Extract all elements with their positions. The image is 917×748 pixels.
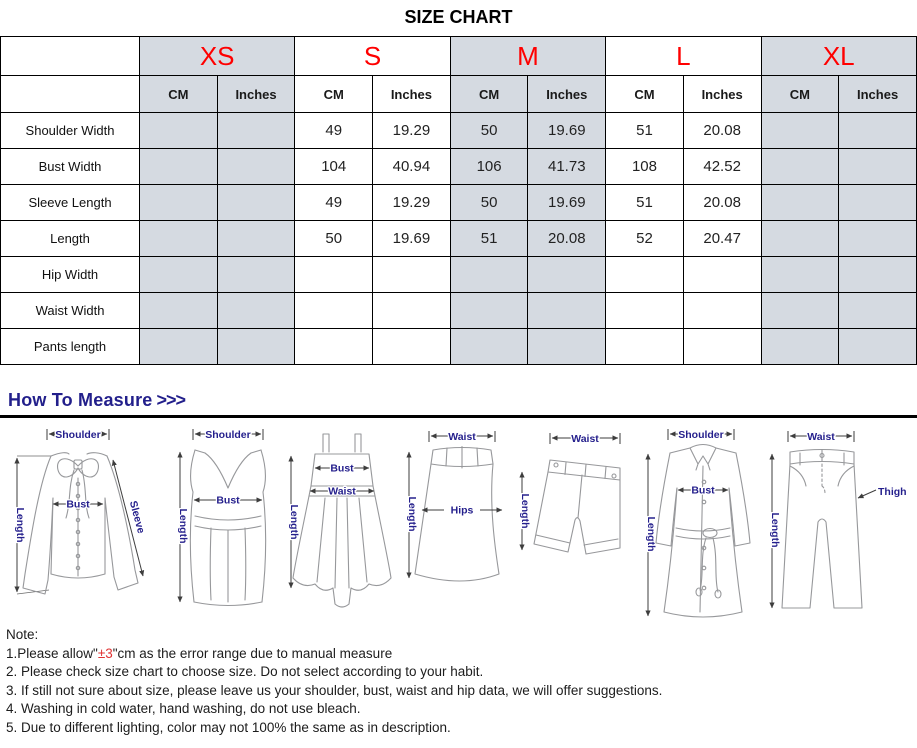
size-cell: 50 [450, 113, 528, 149]
table-row [1, 185, 917, 221]
pants-outline [782, 450, 862, 609]
unit-header: Inches [528, 76, 606, 113]
table-row [1, 329, 917, 365]
thigh-dimension [858, 490, 876, 498]
size-cell: 20.08 [683, 113, 761, 149]
size-cell [295, 257, 373, 293]
size-cell [217, 185, 295, 221]
dress-outline [293, 434, 391, 607]
corner-cell [1, 37, 140, 76]
size-cell [761, 221, 839, 257]
measure-label-length: Length [768, 512, 781, 548]
size-cell: 19.29 [373, 185, 451, 221]
measurement-figures [0, 418, 917, 622]
note-1-text-end: "cm as the error range due to manual measure [112, 645, 393, 661]
size-cell [140, 113, 218, 149]
size-cell [839, 185, 917, 221]
corner-cell [1, 76, 140, 113]
measure-label-bust: Bust [66, 498, 90, 511]
size-cell [606, 329, 684, 365]
size-cell: 49 [295, 113, 373, 149]
size-cell [839, 113, 917, 149]
unit-header: CM [450, 76, 528, 113]
blouse-outline [23, 453, 138, 594]
measure-label-hips: Hips [451, 504, 474, 517]
row-label: Shoulder Width [1, 113, 140, 149]
size-cell [683, 329, 761, 365]
figure-tank-top [171, 426, 281, 626]
size-cell [839, 149, 917, 185]
size-cell [839, 221, 917, 257]
size-cell [761, 257, 839, 293]
size-cell: 50 [295, 221, 373, 257]
size-cell [217, 257, 295, 293]
size-cell: 42.52 [683, 149, 761, 185]
measure-label-thigh: Thigh [877, 486, 907, 498]
size-cell [528, 257, 606, 293]
notes-heading: Note: [6, 627, 39, 642]
table-row [1, 149, 917, 185]
tank-top-outline [190, 450, 265, 606]
size-cell [217, 293, 295, 329]
size-cell [217, 221, 295, 257]
note-5: 5. Due to different lighting, color may not 100% the same as in description. [6, 719, 451, 735]
row-label: Waist Width [1, 293, 140, 329]
size-cell [373, 329, 451, 365]
row-label: Length [1, 221, 140, 257]
figure-coat [638, 426, 762, 626]
size-cell [606, 257, 684, 293]
measure-label-bust: Bust [691, 484, 715, 497]
measure-label-bust: Bust [330, 462, 354, 475]
notes-section [6, 626, 917, 737]
size-cell [761, 113, 839, 149]
size-cell [450, 257, 528, 293]
measure-label-length: Length [644, 516, 657, 552]
size-cell [295, 293, 373, 329]
figure-shorts [514, 426, 636, 626]
size-cell: 40.94 [373, 149, 451, 185]
size-cell [373, 293, 451, 329]
size-cell [140, 257, 218, 293]
size-cell [528, 293, 606, 329]
size-table [0, 36, 917, 365]
size-cell [140, 329, 218, 365]
size-cell: 19.29 [373, 113, 451, 149]
size-cell [683, 257, 761, 293]
size-cell: 50 [450, 185, 528, 221]
note-4: 4. Washing in cold water, hand washing, do not use bleach. [6, 701, 361, 716]
size-cell: 51 [450, 221, 528, 257]
size-cell [373, 257, 451, 293]
measure-label-length: Length [518, 493, 531, 529]
unit-header: CM [295, 76, 373, 113]
triple-chevron-icon: >>> [156, 390, 186, 410]
size-cell: 49 [295, 185, 373, 221]
size-header-xl: XL [761, 37, 917, 76]
unit-header: Inches [373, 76, 451, 113]
measure-label-length: Length [177, 508, 190, 544]
size-cell [295, 329, 373, 365]
shorts-outline [534, 460, 620, 554]
size-cell [606, 293, 684, 329]
size-cell [839, 293, 917, 329]
row-label: Sleeve Length [1, 185, 140, 221]
size-cell [761, 329, 839, 365]
unit-header: CM [606, 76, 684, 113]
size-cell [217, 149, 295, 185]
size-cell [450, 329, 528, 365]
size-cell [761, 149, 839, 185]
unit-header-row [1, 76, 917, 113]
how-to-measure-heading [8, 390, 917, 411]
table-row [1, 293, 917, 329]
measure-label-length: Length [14, 507, 26, 543]
size-header-row [1, 37, 917, 76]
measure-label-waist: Waist [448, 431, 477, 443]
size-cell [528, 329, 606, 365]
row-label: Pants length [1, 329, 140, 365]
table-row [1, 257, 917, 293]
measure-label-waist: Waist [328, 485, 357, 498]
size-cell: 108 [606, 149, 684, 185]
measure-label-waist: Waist [570, 433, 599, 445]
note-1-text: 1.Please allow" [6, 645, 98, 661]
measure-label-shoulder: Shoulder [55, 429, 101, 441]
size-cell: 51 [606, 113, 684, 149]
note-1 [6, 645, 917, 664]
note-1-error-range: ±3 [97, 645, 113, 661]
size-cell [683, 293, 761, 329]
unit-header: Inches [839, 76, 917, 113]
measure-label-length: Length [288, 504, 301, 540]
unit-header: CM [140, 76, 218, 113]
how-to-measure-label: How To Measure [8, 390, 153, 410]
page-title: SIZE CHART [404, 7, 513, 27]
note-2: 2. Please check size chart to choose size. Do not select according to your habit. [6, 664, 484, 679]
figure-dress [283, 426, 399, 626]
size-header-m: M [450, 37, 605, 76]
size-cell [450, 293, 528, 329]
size-cell: 52 [606, 221, 684, 257]
size-cell [217, 329, 295, 365]
size-cell: 19.69 [528, 113, 606, 149]
measure-label-shoulder: Shoulder [205, 429, 251, 441]
size-cell [140, 293, 218, 329]
measure-label-bust: Bust [216, 494, 240, 507]
measure-label-sleeve: Sleeve [126, 499, 148, 535]
measure-label-waist: Waist [807, 431, 835, 443]
size-cell [140, 221, 218, 257]
size-cell [761, 185, 839, 221]
table-row [1, 221, 917, 257]
size-cell: 51 [606, 185, 684, 221]
size-cell [839, 329, 917, 365]
size-cell: 20.47 [683, 221, 761, 257]
size-cell [761, 293, 839, 329]
size-cell: 104 [295, 149, 373, 185]
size-cell [839, 257, 917, 293]
size-cell [140, 185, 218, 221]
unit-header: Inches [217, 76, 295, 113]
size-cell: 19.69 [373, 221, 451, 257]
size-cell: 19.69 [528, 185, 606, 221]
size-cell [140, 149, 218, 185]
size-cell: 41.73 [528, 149, 606, 185]
measure-label-shoulder: Shoulder [678, 429, 724, 441]
row-label: Bust Width [1, 149, 140, 185]
figure-blouse [5, 426, 169, 626]
table-row [1, 113, 917, 149]
measure-label-length: Length [406, 496, 419, 532]
row-label: Hip Width [1, 257, 140, 293]
coat-outline [656, 445, 750, 618]
size-cell: 20.08 [528, 221, 606, 257]
figure-pants [764, 426, 912, 626]
size-header-s: S [295, 37, 450, 76]
size-header-l: L [606, 37, 761, 76]
note-3: 3. If still not sure about size, please leave us your shoulder, bust, waist and hip data, we will offer suggestions. [6, 682, 663, 698]
size-cell: 20.08 [683, 185, 761, 221]
size-cell: 106 [450, 149, 528, 185]
size-header-xs: XS [140, 37, 295, 76]
unit-header: Inches [683, 76, 761, 113]
size-cell [217, 113, 295, 149]
unit-header: CM [761, 76, 839, 113]
figure-skirt [401, 426, 511, 626]
